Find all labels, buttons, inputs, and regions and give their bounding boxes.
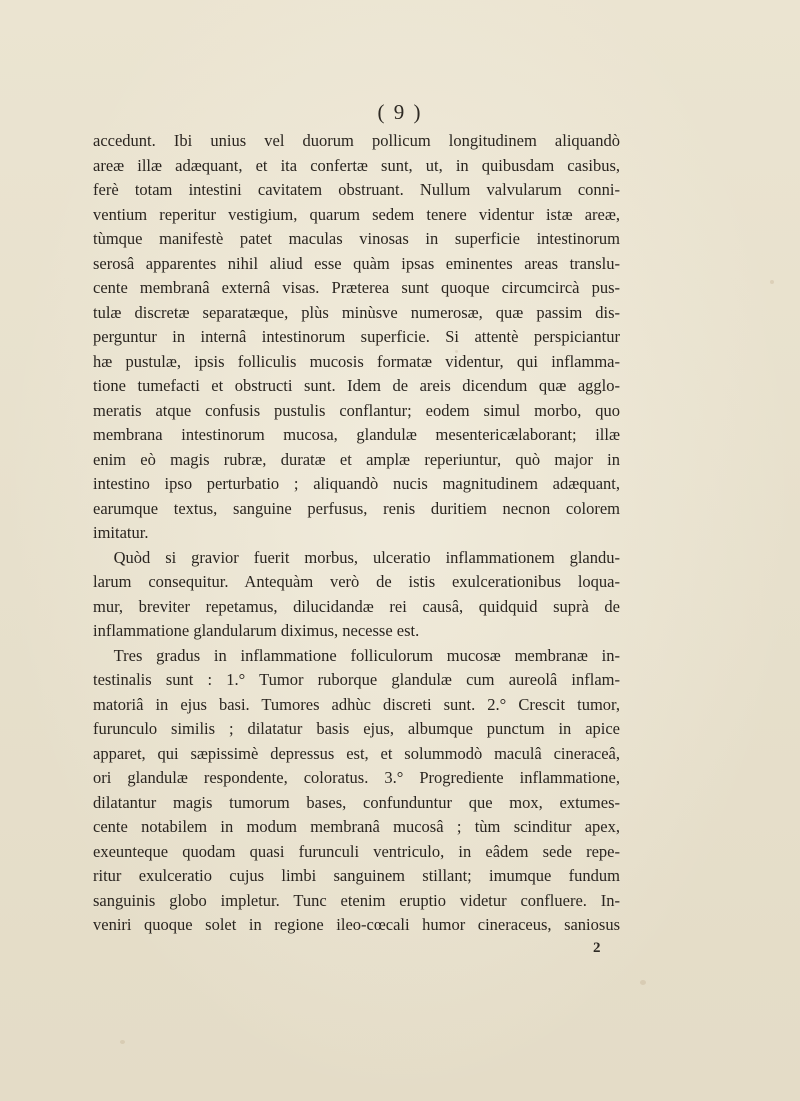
text-line: serosâ apparentes nihil aliud esse quàm ipsas eminentes areas translu- (93, 253, 620, 273)
text-line: Quòd si gravior fuerit morbus, ulceratio inflammationem glandu- (113, 547, 620, 567)
foxing-spot (640, 980, 646, 985)
text-line: tùmque manifestè patet maculas vinosas in superficie intestinorum (93, 229, 620, 248)
text-line: exeunteque quodam quasi furunculi ventriculo, in eâdem sede repe- (93, 841, 620, 861)
text-line: ritur exulceratio cujus limbi sanguinem stillant; imumque fundum (93, 866, 620, 885)
text-line: ori glandulæ respondente, coloratus. 3.° Progrediente inflammatione, (93, 768, 620, 787)
text-line: testinalis sunt : 1.° Tumor ruborque glandulæ cum aureolâ inflam- (93, 670, 620, 689)
text-line: veniri quoque solet in regione ileo-cœcali humor cineraceus, saniosus (93, 915, 620, 934)
foxing-spot (770, 280, 774, 284)
text-line: ferè totam intestini cavitatem obstruant. Nullum valvularum conni- (93, 180, 620, 199)
catchword: 2 (593, 940, 601, 956)
page-number: ( 9 ) (377, 100, 423, 124)
text-line: perguntur in internâ intestinorum superficie. Si attentè perspiciantur (93, 327, 620, 346)
text-line: mur, breviter repetamus, dilucidandæ rei causâ, quidquid suprà de (93, 596, 620, 616)
text-line: earumque textus, sanguine perfusus, renis duritiem necnon colorem (93, 498, 620, 518)
text-line: intestino ipso perturbatio ; aliquandò nucis magnitudinem adæquant, (93, 474, 620, 493)
text-line: tulæ discretæ separatæque, plùs minùsve numerosæ, quæ passim dis- (93, 302, 620, 322)
text-line: tione tumefacti et obstructi sunt. Idem de areis dicendum quæ agglo- (93, 376, 620, 395)
text-line: enim eò magis rubræ, duratæ et amplæ reperiuntur, quò major in (93, 449, 620, 469)
text-line: sanguinis globo impletur. Tunc etenim eruptio videtur confluere. In- (93, 890, 620, 910)
foxing-spot (120, 1040, 125, 1044)
text-line: matoriâ in ejus basi. Tumores adhùc discreti sunt. 2.° Crescit tumor, (93, 694, 620, 714)
text-line: meratis atque confusis pustulis conflantur; eodem simul morbo, quo (93, 400, 620, 420)
text-line: furunculo similis ; dilatatur basis ejus, albumque punctum in apice (93, 719, 620, 738)
text-line: Tres gradus in inflammatione folliculorum mucosæ membranæ in- (113, 645, 620, 665)
text-line: ventium reperitur vestigium, quarum sedem tenere videntur istæ areæ, (93, 204, 620, 224)
text-line: cente membranâ externâ visas. Præterea sunt quoque circumcircà pus- (93, 278, 620, 297)
text-line: hæ pustulæ, ipsis folliculis mucosis formatæ videntur, qui inflamma- (93, 351, 620, 371)
text-line: membrana intestinorum mucosa, glandulæ mesentericælaborant; illæ (93, 425, 620, 444)
text-line: cente notabilem in modum membranâ mucosâ ; tùm scinditur apex, (93, 817, 620, 836)
text-line: imitatur. (93, 523, 149, 542)
text-line: larum consequitur. Antequàm verò de istis exulcerationibus loqua- (93, 572, 620, 591)
text-line: dilatantur magis tumorum bases, confunduntur que mox, extumes- (93, 792, 620, 812)
text-line: accedunt. Ibi unius vel duorum pollicum longitudinem aliquandò (93, 131, 620, 150)
text-line: areæ illæ adæquant, et ita confertæ sunt, ut, in quibusdam casibus, (93, 155, 620, 175)
text-line: inflammatione glandularum diximus, necesse est. (93, 621, 420, 640)
text-line: apparet, qui sæpissimè depressus est, et solummodò maculâ cineraceâ, (93, 743, 620, 763)
body-text (93, 129, 620, 938)
